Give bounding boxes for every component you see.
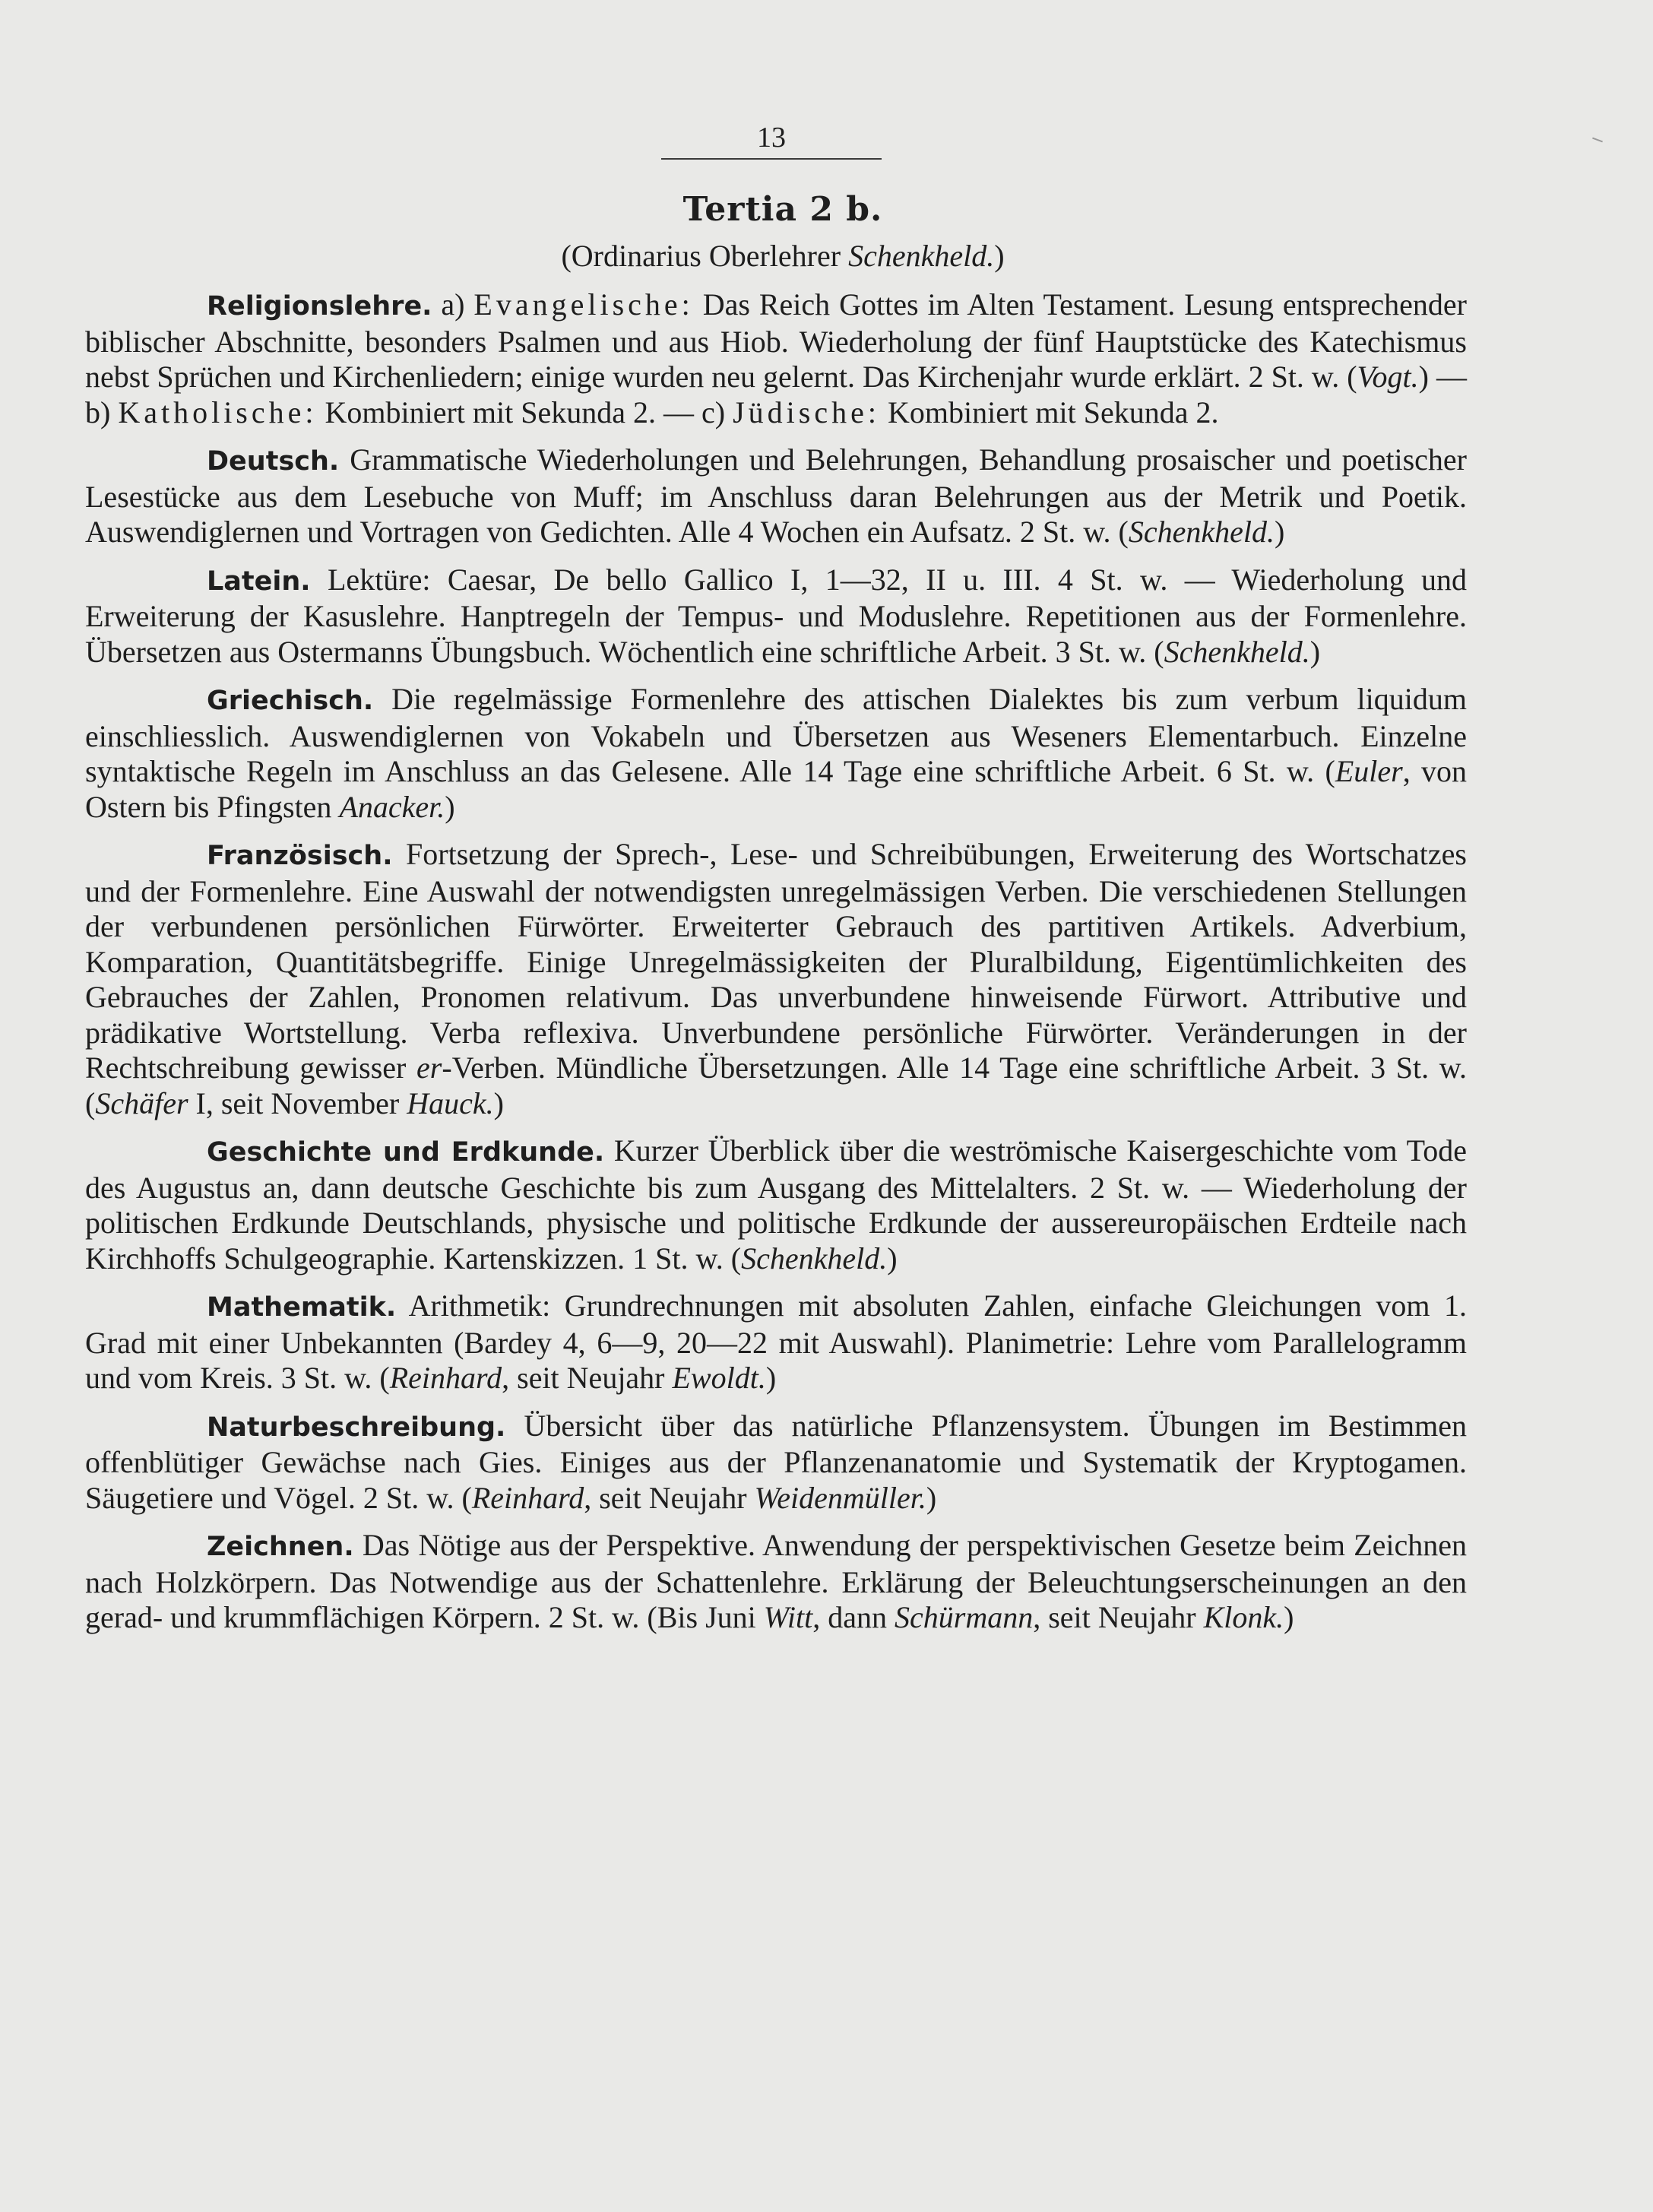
section-mathematik [85,1288,1467,1396]
teacher-name: Reinhard [471,1480,584,1515]
section-text: ) [445,789,455,824]
section-text: Das Nötige aus der Perspektive. Anwendung der perspektivischen Gesetze beim Zeichnen nach Holzkörpern. Das Notwendige aus der Schattenlehre. Erklärung der Beleuchtungserscheinungen an den gerad- und krummflächigen Körpern. 2 St. w. (Bis Juni [85,1528,1467,1634]
section-heading: Latein. [207,566,311,597]
subtitle-prefix: (Ordinarius Oberlehrer [561,239,849,273]
section-heading: Mathematik. [207,1292,397,1323]
section-text: -Verben. Mündliche Übersetzungen. Alle 14 Tage eine schriftliche Arbeit. 3 St. w. ( [85,1051,1467,1120]
section-religionslehre [85,287,1467,430]
subtitle-suffix: ) [994,239,1005,273]
page-subtitle [0,236,1566,277]
teacher-name: Reinhard [389,1361,502,1395]
section-franzoesisch [85,837,1467,1121]
section-text: Lektüre: Caesar, De bello Gallico I, 1—32, II u. III. 4 St. w. — Wiederholung und Erweiterung der Kasuslehre. Hanptregeln der Tempus- und Moduslehre. Repetitionen aus der Formenlehre. Übersetzen aus Ostermanns Übungsbuch. Wöchentlich eine schriftliche Arbeit. 3 St. w. ( [85,562,1467,669]
section-text: Grammatische Wiederholungen und Belehrungen, Behandlung prosaischer und poetischer Lesestücke aus dem Lesebuche von Muff; im Anschluss daran Belehrungen aus der Metrik und Poetik. Auswendiglernen und Vortragen von Gedichten. Alle 4 Wochen ein Aufsatz. 2 St. w. ( [85,442,1467,549]
section-heading: Naturbeschreibung. [207,1412,506,1443]
teacher-name: Schenkheld. [1164,634,1310,669]
teacher-name: Klonk. [1203,1600,1284,1634]
section-text: ) [1274,515,1285,549]
section-heading: Griechisch. [207,686,374,716]
section-geschichte-erdkunde [85,1133,1467,1276]
page-number: 13 [757,122,786,154]
section-label-juedisch: Jüdische: [733,395,880,429]
section-deutsch [85,442,1467,550]
section-naturbeschreibung [85,1409,1467,1516]
section-text: Das Reich Gottes im Alten Testament. Lesung entsprechender biblischer Abschnitte, besonders Psalmen und aus Hiob. Wiederholung der fünf Hauptstücke des Katechismus nebst Sprüchen und Kirchenliedern; einige wurden neu gelernt. Das Kirchenjahr wurde erklärt. 2 St. w. ( [85,287,1467,394]
teacher-name: Hauck. [407,1085,494,1120]
section-heading: Deutsch. [207,446,340,477]
section-text: , seit Neujahr [584,1480,755,1515]
section-text: ) [765,1361,777,1395]
teacher-name: Euler [1335,754,1403,788]
section-text: ) — b) [85,360,1467,429]
section-heading: Religionslehre. [207,291,432,322]
section-text: , dann [812,1600,895,1634]
section-griechisch [85,682,1467,825]
section-heading: Französisch. [207,841,393,871]
section-text: I, seit November [188,1085,407,1120]
teacher-name: Schenkheld. [1128,515,1275,549]
subtitle-ordinarius: Schenkheld. [848,239,995,273]
header-rule [661,158,882,160]
section-text: Fortsetzung der Sprech-, Lese- und Schreibübungen, Erweiterung des Wortschatzes und der Formenlehre. Eine Auswahl der notwendigsten unregelmässigen Verben. Die verschiedenen Stellungen der verbundenen persönlichen Fürwörter. Erweiterter Gebrauch des partitiven Artikels. Adverbium, Komparation, Quantitätsbegriffe. Einige Unregelmässigkeiten der Pluralbildung, Eigentümlichkeiten des Gebrauches der Zahlen, Pronomen relativum. Das unverbundene hinweisende Fürwort. Attributive und prädikative Wortstellung. Verba reflexiva. Unverbundene persönliche Fürwörter. Veränderungen in der Rechtschreibung gewisser [85,837,1467,1085]
section-text: , von Ostern bis Pfingsten [85,754,1468,824]
section-text: Kurzer Überblick über die weströmische Kaisergeschichte vom Tode des Augustus an, dann deutsche Geschichte bis zum Ausgang des Mittelalters. 2 St. w. — Wiederholung der politischen Erdkunde Deutschlands, physische und politische Erdkunde der aussereuropäischen Erdteile nach Kirchhoffs Schulgeographie. Kartenskizzen. 1 St. w. ( [85,1133,1468,1276]
section-heading: Zeichnen. [207,1532,354,1562]
scan-mark [1592,138,1603,143]
page-title: Tertia 2 b. [682,190,883,229]
teacher-name: Anacker. [339,789,445,824]
section-zeichnen [85,1528,1467,1636]
section-text: , seit Neujahr [1033,1600,1204,1634]
teacher-name: Schäfer [95,1085,188,1120]
teacher-name: Schenkheld. [741,1241,888,1276]
subject-list [85,287,1467,1648]
teacher-name: Vogt. [1357,360,1419,394]
section-text: ) [493,1085,504,1120]
section-label-evangelisch: Evangelische: [473,287,694,322]
section-term: er [416,1051,442,1085]
section-text: Kombiniert mit Sekunda 2. — c) [317,395,733,429]
section-text: ) [1284,1600,1294,1634]
teacher-name: Witt [763,1600,813,1634]
section-text: a) [432,287,474,322]
section-text: ) [887,1241,898,1276]
section-heading: Geschichte und Erdkunde. [207,1137,605,1168]
section-text: Die regelmässige Formenlehre des attischen Dialektes bis zum verbum liquidum einschliesslich. Auswendiglernen von Vokabeln und Übersetzen aus Weseners Elementarbuch. Einzelne syntaktische Regeln im Anschluss an das Gelesene. Alle 14 Tage eine schriftliche Arbeit. 6 St. w. ( [85,682,1467,788]
section-text: Kombiniert mit Sekunda 2. [879,395,1219,429]
section-text: Arithmetik: Grundrechnungen mit absoluten Zahlen, einfache Gleichungen vom 1. Grad mit einer Unbekannten (Bardey 4, 6—9, 20—22 mit Auswahl). Planimetrie: Lehre vom Parallelogramm und vom Kreis. 3 St. w. ( [85,1288,1467,1395]
section-latein [85,563,1467,670]
section-text: , seit Neujahr [502,1361,673,1395]
teacher-name: Ewoldt. [672,1361,766,1395]
section-text: Übersicht über das natürliche Pflanzensystem. Übungen im Bestimmen offenblütiger Gewächse nach Gies. Einiges aus der Pflanzenanatomie und Systematik der Kryptogamen. Säugetiere und Vögel. 2 St. w. ( [85,1408,1467,1515]
section-text: ) [926,1480,937,1515]
section-label-katholisch: Katholische: [118,395,318,429]
teacher-name: Weidenmüller. [754,1480,926,1515]
teacher-name: Schürmann [895,1600,1034,1634]
section-text: ) [1309,634,1321,669]
